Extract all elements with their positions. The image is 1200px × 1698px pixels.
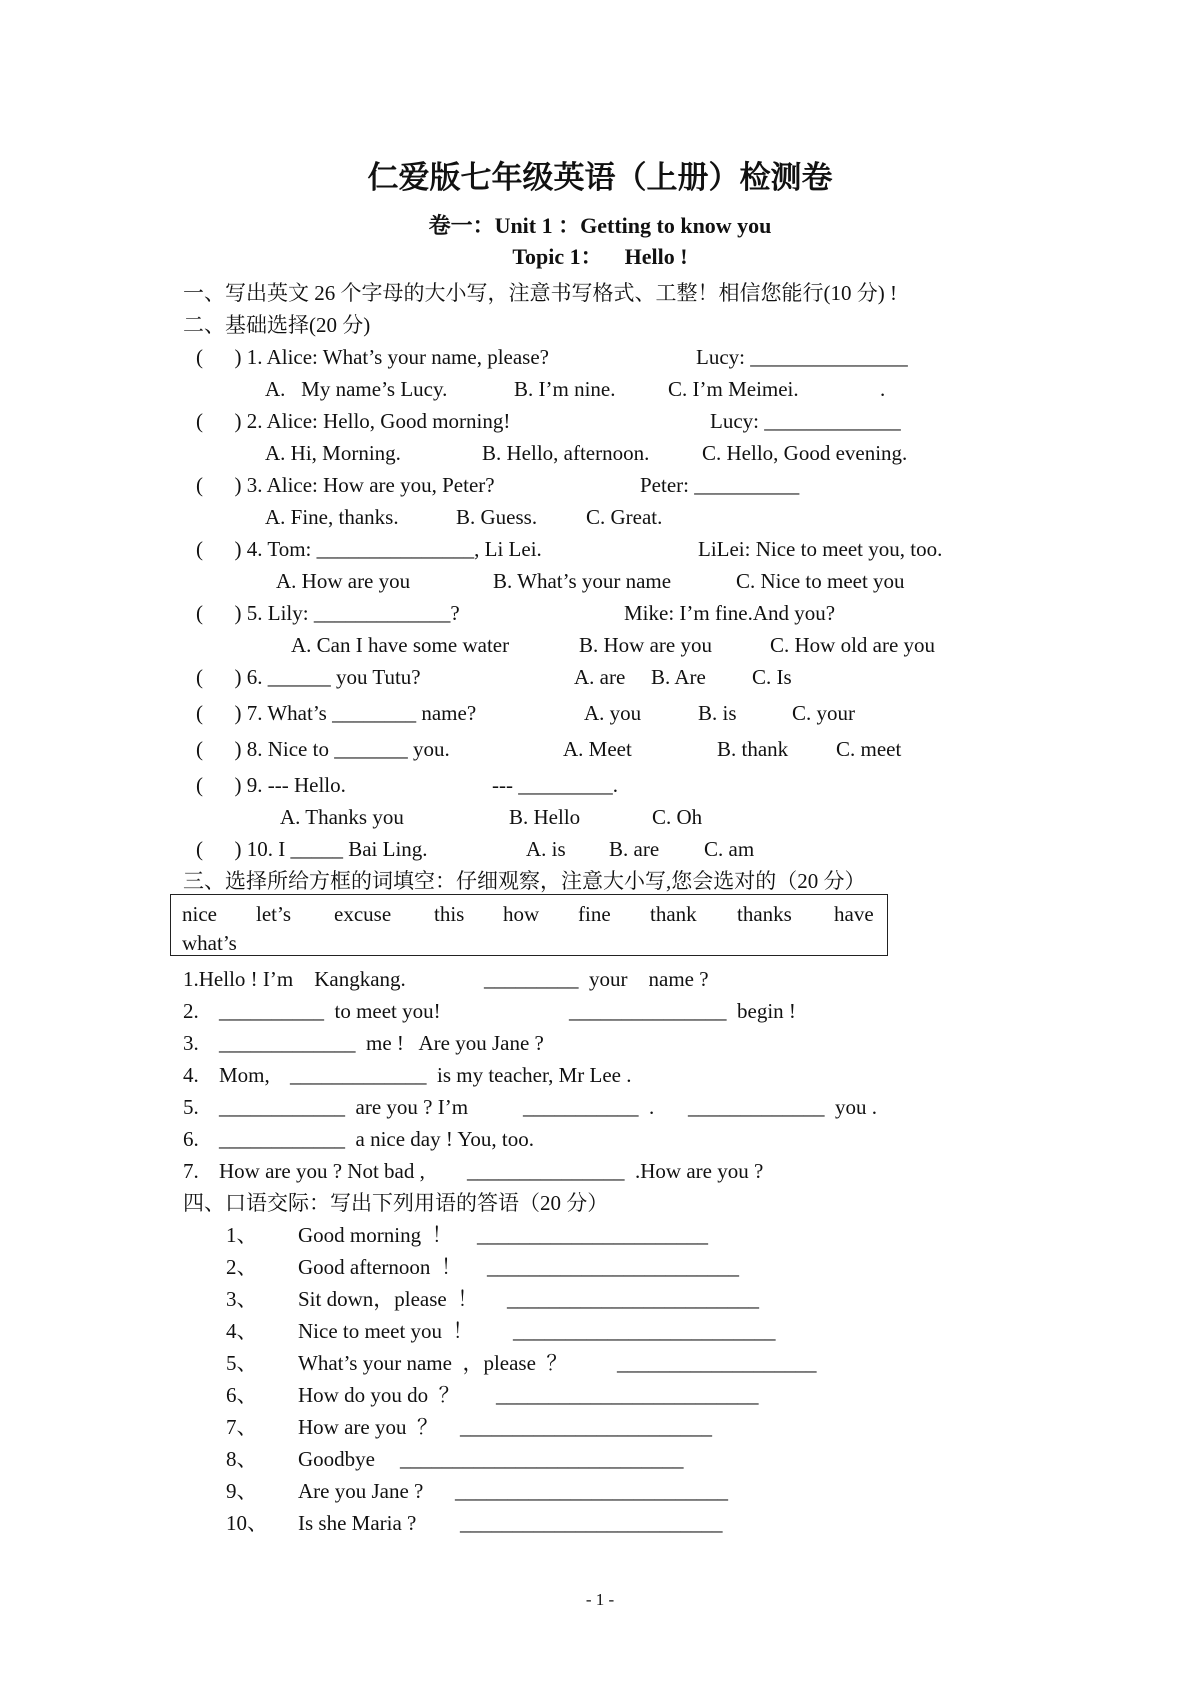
q10-option-b[interactable]: B. are: [609, 837, 660, 861]
dialog-3-num: 3、: [226, 1287, 258, 1311]
q5-option-a[interactable]: A. Can I have some water: [291, 633, 510, 657]
section4-heading: 四、口语交际：写出下列用语的答语（20 分）: [183, 1191, 609, 1215]
dialog-5-prompt: What’s your name ，please ？: [298, 1351, 568, 1375]
fill-5-blank-c[interactable]: _____________ you .: [688, 1095, 877, 1119]
q1-stem: ( ) 1. Alice: What’s your name, please?: [196, 345, 550, 369]
q6-option-b[interactable]: B. Are: [651, 665, 706, 689]
word-bank-nice: nice: [182, 902, 217, 926]
q2-option-a[interactable]: A. Hi, Morning.: [265, 441, 401, 465]
dialog-10-num: 10、: [226, 1511, 268, 1535]
q4-option-b[interactable]: B. What’s your name: [493, 569, 672, 593]
q4-stem: ( ) 4. Tom: _______________, Li Lei.: [196, 537, 542, 561]
dialog-3-prompt: Sit down，please ！: [298, 1287, 479, 1311]
q6-option-a[interactable]: A. are: [574, 665, 626, 689]
section3-heading: 三、选择所给方框的词填空：仔细观察，注意大小写,您会选对的（20 分）: [183, 869, 866, 893]
word-bank-excuse: excuse: [334, 902, 392, 926]
dialog-4-blank[interactable]: _________________________: [513, 1319, 776, 1343]
dialog-4-num: 4、: [226, 1319, 258, 1343]
dialog-1-blank[interactable]: ______________________: [477, 1223, 708, 1247]
q6-stem: ( ) 6. ______ you Tutu?: [196, 665, 421, 689]
dialog-10-blank[interactable]: _________________________: [460, 1511, 723, 1535]
word-bank-fine: fine: [578, 902, 611, 926]
page-number: - 1 -: [585, 1590, 615, 1609]
fill-5-num: 5.: [183, 1095, 199, 1119]
dialog-1-num: 1、: [226, 1223, 258, 1247]
q9-option-c[interactable]: C. Oh: [652, 805, 703, 829]
q3-answer-blank[interactable]: Peter: __________: [640, 473, 800, 497]
q1-dot: .: [880, 377, 886, 401]
q7-option-b[interactable]: B. is: [698, 701, 737, 725]
topic-heading: Topic 1： Hello !: [512, 244, 688, 269]
page-title: 仁爱版七年级英语（上册）检测卷: [367, 160, 833, 195]
dialog-2-blank[interactable]: ________________________: [487, 1255, 739, 1279]
q3-option-b[interactable]: B. Guess.: [456, 505, 538, 529]
dialog-7-num: 7、: [226, 1415, 258, 1439]
dialog-5-num: 5、: [226, 1351, 258, 1375]
q2-option-c[interactable]: C. Hello, Good evening.: [702, 441, 908, 465]
fill-4-num: 4.: [183, 1063, 199, 1087]
q1-option-c[interactable]: C. I’m Meimei.: [668, 377, 799, 401]
dialog-9-blank[interactable]: __________________________: [455, 1479, 728, 1503]
dialog-8-blank[interactable]: ___________________________: [400, 1447, 684, 1471]
fill-7-num: 7.: [183, 1159, 199, 1183]
q5-stem: ( ) 5. Lily: _____________?: [196, 601, 460, 625]
fill-7-blank[interactable]: _______________ .How are you ?: [467, 1159, 764, 1183]
fill-2-blank-a[interactable]: __________ to meet you!: [219, 999, 441, 1023]
q5-option-c[interactable]: C. How old are you: [770, 633, 936, 657]
q3-stem: ( ) 3. Alice: How are you, Peter?: [196, 473, 495, 497]
q8-option-b[interactable]: B. thank: [717, 737, 789, 761]
dialog-6-num: 6、: [226, 1383, 258, 1407]
q10-option-c[interactable]: C. am: [704, 837, 755, 861]
q1-option-a[interactable]: A. My name’s Lucy.: [265, 377, 448, 401]
q5-response: Mike: I’m fine.And you?: [624, 601, 836, 625]
q9-option-a[interactable]: A. Thanks you: [280, 805, 404, 829]
q2-stem: ( ) 2. Alice: Hello, Good morning!: [196, 409, 511, 433]
fill-2-num: 2.: [183, 999, 199, 1023]
q8-option-c[interactable]: C. meet: [836, 737, 902, 761]
dialog-2-num: 2、: [226, 1255, 258, 1279]
q1-answer-blank[interactable]: Lucy: _______________: [696, 345, 908, 369]
q7-option-a[interactable]: A. you: [584, 701, 642, 725]
q6-option-c[interactable]: C. Is: [752, 665, 792, 689]
q8-stem: ( ) 8. Nice to _______ you.: [196, 737, 450, 761]
q2-option-b[interactable]: B. Hello, afternoon.: [482, 441, 650, 465]
fill-4-lead: Mom,: [219, 1063, 270, 1087]
dialog-3-blank[interactable]: ________________________: [507, 1287, 759, 1311]
fill-6-num: 6.: [183, 1127, 199, 1151]
fill-1-lead: 1.Hello ! I’m Kangkang.: [183, 967, 406, 991]
word-bank-how: how: [503, 902, 540, 926]
q2-answer-blank[interactable]: Lucy: _____________: [710, 409, 901, 433]
dialog-8-prompt: Goodbye: [298, 1447, 375, 1471]
q5-option-b[interactable]: B. How are you: [579, 633, 712, 657]
word-bank-lets: let’s: [256, 902, 291, 926]
fill-5-blank-a[interactable]: ____________ are you ? I’m: [219, 1095, 469, 1119]
dialog-7-prompt: How are you ？: [298, 1415, 438, 1439]
word-bank-thanks: thanks: [737, 902, 792, 926]
dialog-2-prompt: Good afternoon ！: [298, 1255, 462, 1279]
fill-1-blank[interactable]: _________ your name ?: [484, 967, 709, 991]
q10-option-a[interactable]: A. is: [526, 837, 566, 861]
dialog-4-prompt: Nice to meet you ！: [298, 1319, 474, 1343]
dialog-1-prompt: Good morning ！: [298, 1223, 453, 1247]
dialog-7-blank[interactable]: ________________________: [460, 1415, 712, 1439]
fill-6-blank[interactable]: ____________ a nice day ! You, too.: [219, 1127, 534, 1151]
fill-3-num: 3.: [183, 1031, 199, 1055]
q3-option-c[interactable]: C. Great.: [586, 505, 663, 529]
q4-option-c[interactable]: C. Nice to meet you: [736, 569, 905, 593]
word-bank-thank: thank: [650, 902, 697, 926]
dialog-6-blank[interactable]: _________________________: [496, 1383, 759, 1407]
q7-stem: ( ) 7. What’s ________ name?: [196, 701, 477, 725]
section2-heading: 二、基础选择(20 分): [183, 313, 371, 337]
word-bank-whats: what’s: [182, 931, 237, 955]
q4-response: LiLei: Nice to meet you, too.: [698, 537, 943, 561]
q8-option-a[interactable]: A. Meet: [563, 737, 632, 761]
q9-option-b[interactable]: B. Hello: [509, 805, 581, 829]
q4-option-a[interactable]: A. How are you: [276, 569, 411, 593]
fill-4-blank[interactable]: _____________ is my teacher, Mr Lee .: [290, 1063, 632, 1087]
q7-option-c[interactable]: C. your: [792, 701, 855, 725]
dialog-9-num: 9、: [226, 1479, 258, 1503]
q9-answer-blank[interactable]: --- _________.: [492, 773, 618, 797]
fill-7-lead: How are you ? Not bad ,: [219, 1159, 425, 1183]
q1-option-b[interactable]: B. I’m nine.: [514, 377, 616, 401]
dialog-8-num: 8、: [226, 1447, 258, 1471]
dialog-10-prompt: Is she Maria ?: [298, 1511, 417, 1535]
dialog-5-blank[interactable]: ___________________: [617, 1351, 817, 1375]
fill-3-blank[interactable]: _____________ me ! Are you Jane ?: [219, 1031, 544, 1055]
paper-subtitle: 卷一：Unit 1 ：Getting to know you: [428, 213, 772, 238]
fill-5-blank-b[interactable]: ___________ .: [523, 1095, 655, 1119]
word-bank-this: this: [434, 902, 465, 926]
dialog-9-prompt: Are you Jane ?: [298, 1479, 424, 1503]
q10-stem: ( ) 10. I _____ Bai Ling.: [196, 837, 428, 861]
dialog-6-prompt: How do you do ？: [298, 1383, 460, 1407]
fill-2-blank-b[interactable]: _______________ begin !: [569, 999, 796, 1023]
section1-heading: 一、写出英文 26 个字母的大小写，注意书写格式、工整！相信您能行(10 分) !: [183, 281, 897, 305]
word-bank-have: have: [834, 902, 874, 926]
q3-option-a[interactable]: A. Fine, thanks.: [265, 505, 399, 529]
q9-stem: ( ) 9. --- Hello.: [196, 773, 346, 797]
